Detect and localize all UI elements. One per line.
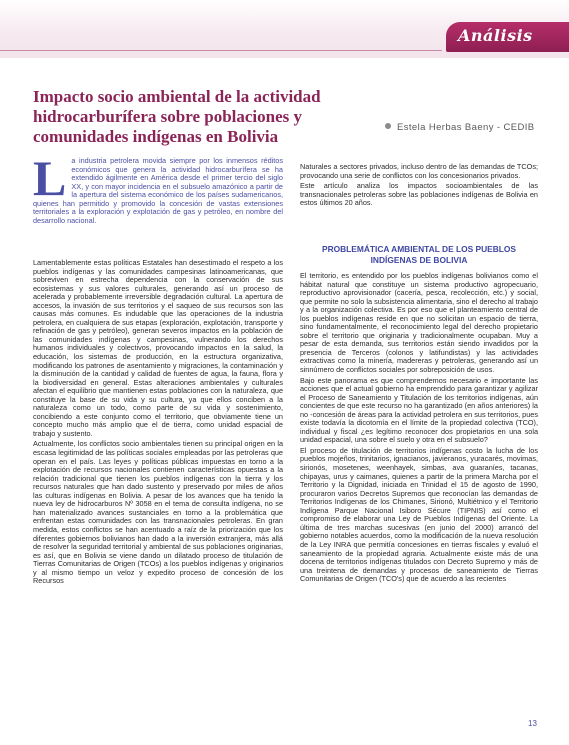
right-column-intro (300, 163, 538, 225)
body-paragraph: Este artículo analiza los impactos socioambientales de las transnacionales petroleras sobre las poblaciones indígenas de Bolivia en estos últimos 20 años. (300, 181, 538, 208)
header-rule (0, 50, 442, 51)
section-subheading: PROBLEMÁTICA AMBIENTAL DE LOS PUEBLOS INDÍGENAS DE BOLIVIA (321, 244, 517, 265)
bullet-dot-icon (385, 123, 391, 129)
body-paragraph: Naturales a sectores privados, incluso dentro de las demandas de TCOs; provocando una serie de conflictos con los concesionarios privados. (300, 163, 538, 180)
body-paragraph: Lamentablemente estas políticas Estatales han desestimado el respeto a los pueblos indígenas y las comunidades campesinas latinoamericanas, que sobreviven en estrecha dependencia con la conservación de sus ecosistemas y sus valores culturales, generando así un proceso de acelerada y probablemente irreversible degradación cultural. La apertura de accesos, la invasión de sus territorios y el saqueo de sus recursos son las causas más comunes. Es indudable que las operaciones de la industria petrolera, en cualquiera de sus etapas (exploración, explotación, transporte y refinación de gas y petróleo), generan severos impactos en la población de las comunidades indígenas y campesinas, vulnerando los derechos humanos individuales y colectivos, provocando impactos en la salud, la educación, los sistemas de producción, en la estructura organizativa, modificando los patrones de asentamiento y migraciones, la contaminación y la disminución de la cantidad y calidad de fuentes de agua, la fauna, flora y la biodiversidad en general. Estas alteraciones ambientales y culturales afectan el equilibrio que mantienen estas poblaciones con la naturaleza, que constituye la base de su vida y su cultura, ya que ellos conciben a la naturaleza como un todo, como parte de su vida y sostenimiento, concibiendo a este conjunto como el territorio, que obviamente tiene un concepto mucho más amplio que el de tierra, como unidad espacial de trabajo y sustento. (33, 259, 283, 438)
drop-cap: L (33, 150, 67, 206)
page-number: 13 (528, 719, 537, 728)
right-column-body (300, 272, 538, 710)
author-line (385, 122, 535, 133)
body-paragraph: Actualmente, los conflictos socio ambientales tienen su principal origen en la escasa legitimidad de las políticas sociales empleadas por las petroleras que operan en el país. Las leyes y políticas públicas impuestas en torno a la explotación de recursos nacionales contienen características opuestas a la relación tradicional que tienen los pueblos indígenas con la tierra y los recursos naturales que han dado sustento y preservado por miles de años las culturas indígenas en Bolivia. A pesar de los avances que ha tenido la nueva ley de hidrocarburos Nº 3058 en el tema de consulta indígena, no se han materializado avances sustanciales en torno a la problemática que enfrentan estas comunidades con las transnacionales petroleras. En gran medida, estos conflictos se han acentuado a raíz de la priorización que los diferentes gobiernos bolivianos han dado a la inversión extranjera, más allá de resolver la seguridad territorial y ambiental de sus poblaciones originarias, es así, que en Bolivia se viene dando un dilatado proceso de titulación de Tierras Comunitarias de Origen (TCOs) a los pueblos indígenas y originarios y al mismo tiempo un veloz y expedito proceso de concesión de los Recursos (33, 439, 283, 586)
body-paragraph: El proceso de titulación de territorios indígenas costo la lucha de los pueblos mojeños, trinitarios, ignacianos, javieranos, yuracarés, movimas, sirionós, mosetenes, weenhayek, simbas, ava guaraníes, tacanas, chipayas, urus y caimanes, quienes a partir de la primera Marcha por el Territorio y la Dignidad, iniciada en Trinidad el 15 de agosto de 1990, procuraron varios Decretos Supremos que reconocían las demandas de Territorios Indígenas de los Chimanes, Sirionó, Multiétnico y el Territorio Indígena Parque Nacional Isiboro Sécure (TIPNIS) así como el compromiso de elaborar una Ley de Pueblos Indígenas del Oriente. La última de tres marchas sucesivas (en junio del 2000) arrancó del gobierno notables acuerdos, como la modificación de la nueva resolución de la Ley INRA que permitía concesiones en tierras fiscales y evaluó el saneamiento de la propiedad agraria. Actualmente existe más de una docena de territorios indígenas titulados con Decreto Supremo y más de una treintena de demandas y procesos de saneamiento de Tierras Comunitarias de Origen (TCO's) que de acuerdo a las recientes (300, 445, 538, 584)
section-tab (446, 22, 569, 52)
left-column-body (33, 259, 283, 709)
author-name: Estela Herbas Baeny - CEDIB (397, 122, 535, 133)
article-title: Impacto socio ambiental de la actividad hidrocarburífera sobre poblaciones y comunidades indígenas en Bolivia (33, 87, 321, 146)
section-label: Análisis (458, 26, 533, 45)
lead-paragraph (33, 150, 283, 245)
body-paragraph: El territorio, es entendido por los pueblos indígenas bolivianos como el hábitat natural que constituye un sistema productivo agropecuario, reproductivo aprovisionador (cacería, pesca, recolección, etc.) y social, que permite no solo la subsistencia alimentaria, sino el derecho al trabajo y a la organización colectiva. Es por eso que el planteamiento central de los pueblos indígenas reside en que no solicitan un espacio de tierra, sino fundamentalmente, el reconocimiento legal del derecho propietario sobre el territorio que originaria y tradicionalmente ocupaban. Muy a pesar de esta demanda, sus territorios están siendo invadidos por la presencia de Terceros (colonos y latifundistas) y las actividades extractivas como la minería, madereras y petroleras, generando así un sinnúmero de conflictos sociales por sobreposición de usos. (300, 272, 538, 375)
lead-text: a industria petrolera movida siempre por los inmensos réditos económicos que genera la actividad hidrocarburífera se ha extendido ágilmente en América desde el primer tercio del siglo XX, y con mayor incidencia en el subsuelo amazónico a partir de la apertura del sistema económico de los países sudamericanos, quienes han permitido y promovido la concesión de vastas extensiones territoriales a la exploración y explotación de gas y petróleo, en nombre del desarrollo nacional. (33, 156, 283, 225)
body-paragraph: Bajo este panorama es que comprendemos necesario e importante las acciones que el actual gobierno ha emprendido para garantizar y agilizar el Proceso de Saneamiento y Titulación de los territorios indígenas, aún concientes de que este recurso no ha garantizado (en años anteriores) la no -concesión de áreas para la actividad petrolera en sus territorios, pues existe todavía la dicotomía en el límite de la propiedad colectiva (TCO), individual y fiscal ¿es legítimo reconocer dos propietarios en una sola unidad espacial, una sobre el suelo y otra en el subsuelo? (300, 375, 538, 445)
